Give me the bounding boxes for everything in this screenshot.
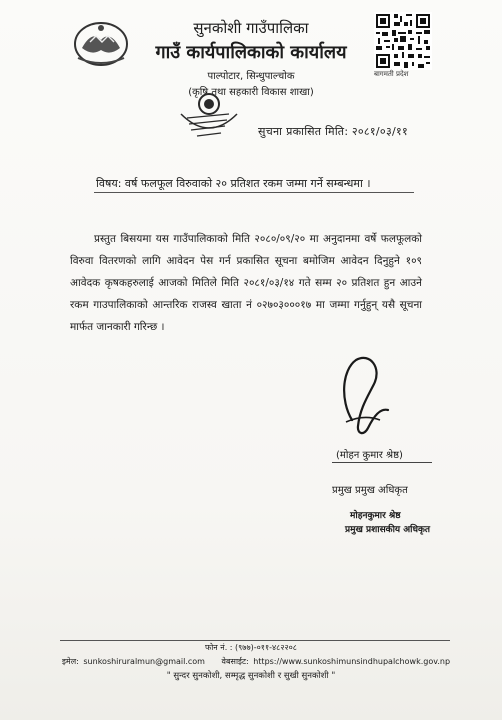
notice-body bbox=[70, 228, 422, 338]
subject-underline bbox=[94, 192, 414, 193]
qr-code-icon bbox=[374, 12, 432, 70]
date-value: २०८१/०३/११ bbox=[351, 125, 409, 138]
footer-contact bbox=[62, 656, 451, 667]
body-paragraph: प्रस्तुत बिसयमा यस गाउँपालिकाको मिति २०८०/०९/२० मा अनुदानमा वर्षे फलफूलको विरुवा वितरणको लागि आवेदन पेस गर्न प्रकासित सूचना बमोजिम आवेदन दिनुहुने १०९ आवेदक कृषकहरुलाई आजको मितिले मिति २०८१/०३/१४ गते सम्म २० प्रतिशत हुन आउने रकम गाउपालिकाको आन्तरिक राजस्व खाता नं ०२७०३०००१७ मा जम्मा गर्नुहुन् यसै सूचना मार्फत जानकारी गरिन्छ । bbox=[70, 233, 422, 333]
designation-stamp: प्रमुख प्रशासकीय अधिकृत bbox=[345, 525, 431, 535]
municipality-name: सुनकोशी गाउँपालिका bbox=[193, 19, 309, 37]
notice-subject: विषय: वर्ष फलफूल विरुवाको २० प्रतिशत रकम जम्मा गर्ने सम्बन्धमा । bbox=[96, 177, 371, 190]
signature-icon bbox=[330, 350, 400, 440]
office-seal-icon bbox=[173, 84, 245, 144]
email-label: इमेल: bbox=[62, 657, 79, 666]
website-link[interactable]: https://www.sunkoshimunsindhupalchowk.gov.np bbox=[253, 657, 451, 666]
province-label: बागमती प्रदेश bbox=[374, 70, 409, 78]
publish-date bbox=[258, 124, 408, 139]
signatory-title: प्रमुख प्रमुख अधिकृत bbox=[332, 485, 408, 496]
footer-motto: " सुन्दर सुनकोशी, सम्मृद्ध सुनकोशी र सुखी सुनकोशी " bbox=[166, 671, 336, 681]
date-label: सुचना प्रकासित मिति: bbox=[258, 125, 349, 138]
footer-divider bbox=[60, 640, 450, 641]
website-label: वेबसाईट: bbox=[221, 657, 249, 666]
signature-divider bbox=[332, 462, 432, 463]
office-name: गाउँ कार्यपालिकाको कार्यालय bbox=[155, 42, 347, 63]
office-address: पाल्पोटार, सिन्धुपाल्चोक bbox=[207, 71, 295, 82]
signatory-name: (मोहन कुमार श्रेष्ठ) bbox=[336, 450, 403, 461]
branch-name: (कृषि तथा सहकारी विकास शाखा) bbox=[188, 87, 314, 98]
name-stamp: मोहनकुमार श्रेष्ठ bbox=[350, 511, 401, 521]
email-link[interactable]: sunkoshiruralmun@gmail.com bbox=[83, 657, 205, 666]
footer-phone: फोन नं. : (९७७)-०११-४८२२०८ bbox=[205, 643, 297, 652]
